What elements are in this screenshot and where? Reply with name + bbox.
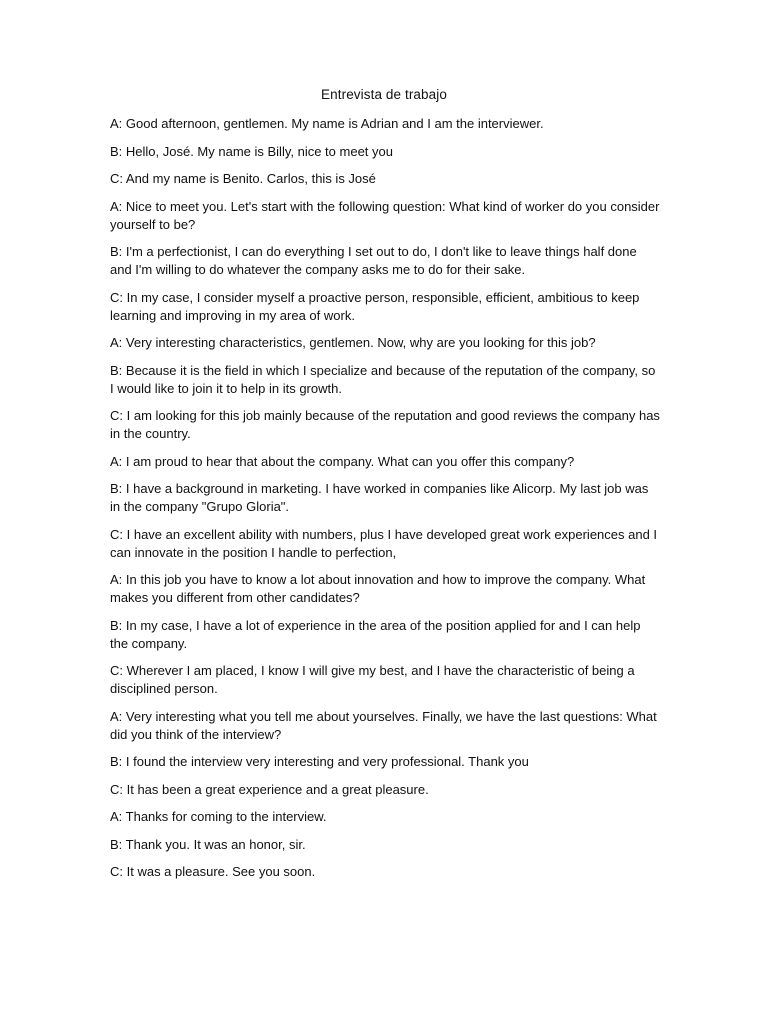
dialogue-line: A: Very interesting characteristics, gentlemen. Now, why are you looking for this job? <box>110 335 596 350</box>
dialogue-line: B: I'm a perfectionist, I can do everything I set out to do, I don't like to leave things half done and I'm willing to do whatever the company asks me to do for their sake. <box>110 244 637 277</box>
dialogue-line: B: In my case, I have a lot of experience in the area of the position applied for and I can help the company. <box>110 617 641 651</box>
dialogue-line: A: Nice to meet you. Let's start with the following question: What kind of worker do you consider yourself to be? <box>110 198 660 232</box>
dialogue-line: B: Because it is the field in which I specialize and because of the reputation of the company, so I would like to join it to help in its growth. <box>110 362 656 396</box>
dialogue-line: B: Thank you. It was an honor, sir. <box>110 836 306 852</box>
document-title: Entrevista de trabajo <box>321 87 447 102</box>
dialogue-line: A: Very interesting what you tell me about yourselves. Finally, we have the last questions: What did you think of the interview? <box>110 708 657 742</box>
dialogue-line: C: And my name is Benito. Carlos, this is José <box>110 171 376 186</box>
dialogue-line: A: Thanks for coming to the interview. <box>110 809 327 824</box>
dialogue-line: A: Good afternoon, gentlemen. My name is Adrian and I am the interviewer. <box>110 116 544 131</box>
dialogue-line: B: Hello, José. My name is Billy, nice to meet you <box>110 143 393 159</box>
dialogue-line: C: It was a pleasure. See you soon. <box>110 864 316 879</box>
dialogue-line: A: I am proud to hear that about the company. What can you offer this company? <box>110 453 575 469</box>
dialogue-line: B: I found the interview very interesting and very professional. Thank you <box>110 754 529 769</box>
dialogue-line: C: It has been a great experience and a great pleasure. <box>110 781 429 797</box>
dialogue-line: C: I am looking for this job mainly because of the reputation and good reviews the company has in the country. <box>110 408 660 441</box>
dialogue-line: A: In this job you have to know a lot about innovation and how to improve the company. What makes you different from other candidates? <box>110 572 646 605</box>
dialogue-body <box>110 115 660 891</box>
dialogue-line: C: Wherever I am placed, I know I will give my best, and I have the characteristic of being a disciplined person. <box>110 663 635 696</box>
dialogue-line: B: I have a background in marketing. I have worked in companies like Alicorp. My last job was in the company "Grupo Gloria". <box>110 481 649 514</box>
dialogue-line: C: In my case, I consider myself a proactive person, responsible, efficient, ambitious to keep learning and improving in my area of work. <box>110 289 640 323</box>
dialogue-line: C: I have an excellent ability with numbers, plus I have developed great work experiences and I can innovate in the position I handle to perfection, <box>110 526 658 560</box>
